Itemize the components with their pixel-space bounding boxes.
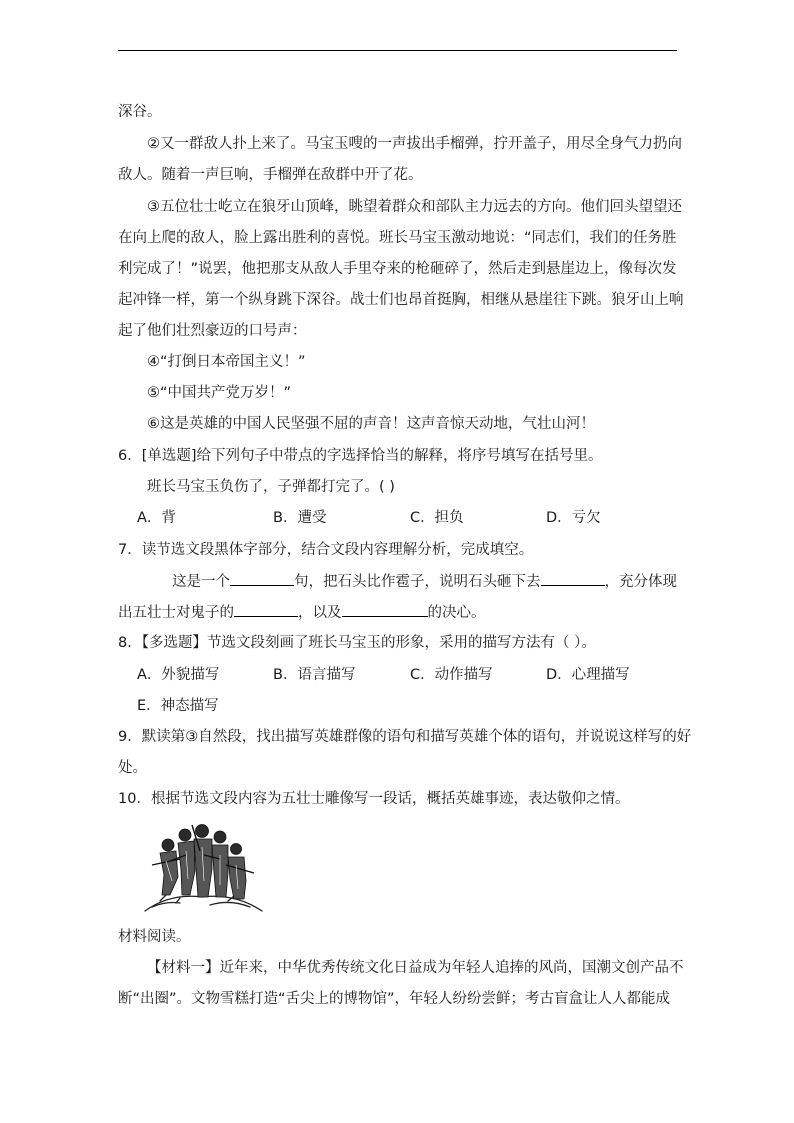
material-heading: 材料阅读。 [118,929,191,945]
slogan-line: ④“打倒日本帝国主义！” [147,354,306,370]
passage-line: 深谷。 [118,104,162,120]
question-9-stem: 9．默读第③自然段，找出描写英雄群像的语句和描写英雄个体的语句，并说说这样写的好 [118,729,692,745]
material-1-line: 断“出圈”。文物雪糕打造“舌尖上的博物馆”，年轻人纷纷尝鲜；考古盲盒让人人都能成 [118,991,671,1007]
question-8-stem: 8．【多选题】节选文段刻画了班长马宝玉的形象，采用的描写方法有（ ）。 [118,635,596,651]
q8-option-d: D．心理描写 [546,667,630,683]
passage-line: ②又一群敌人扑上来了。马宝玉嗖的一声拔出手榴弹，拧开盖子，用尽全身气力扔向 [147,136,682,152]
q8-option-c: C．动作描写 [410,667,493,683]
q6-option-c: C．担负 [410,510,464,526]
fill-blank [342,602,428,617]
q6-option-d: D．亏欠 [546,510,601,526]
passage-line: 起了他们壮烈豪迈的口号声： [118,323,307,339]
q8-option-b: B．语言描写 [273,667,356,683]
question-10-stem: 10．根据节选文段内容为五壮士雕像写一段话，概括英雄事迹，表达敬仰之情。 [118,791,630,807]
passage-line: ⑥这是英雄的中国人民坚强不屈的声音！这声音惊天动地，气壮山河！ [147,416,595,432]
passage-line: ③五位壮士屹立在狼牙山顶峰，眺望着群众和部队主力远去的方向。他们回头望望还 [147,199,682,215]
q6-option-b: B．遭受 [273,510,327,526]
material-1-line: 【材料一】近年来，中华优秀传统文化日益成为年轻人追捧的风尚，国潮文创产品不 [147,960,684,976]
q8-option-a: A．外貌描写 [137,667,220,683]
q8-option-e: E．神态描写 [137,698,219,714]
five-heroes-statue-illustration [140,815,265,915]
question-9-stem-cont: 处。 [118,760,147,776]
question-6-sentence: 班长马宝玉负伤了，子弹都打完了。( ) [147,479,395,495]
passage-line: 敌人。随着一声巨响，手榴弹在敌群中开了花。 [118,167,423,183]
fill-blank [230,571,294,586]
fill-blank [234,602,298,617]
slogan-line: ⑤“中国共产党万岁！” [147,385,292,401]
question-6-stem: 6．[单选题]给下列句子中带点的字选择恰当的解释，将序号填写在括号里。 [118,448,603,464]
q6-option-a: A．背 [137,510,176,526]
passage-line: 在向上爬的敌人，脸上露出胜利的喜悦。班长马宝玉激动地说：“同志们，我们的任务胜 [118,230,677,246]
header-rule [118,50,677,51]
passage-line: 利完成了！”说罢，他把那支从敌人手里夺来的枪砸碎了，然后走到悬崖边上，像每次发 [118,261,677,277]
question-7-fill-line-2: 出五壮士对鬼子的 ，以及 的决心。 [118,602,486,623]
passage-line: 起冲锋一样，第一个纵身跳下深谷。战士们也昂首挺胸，相继从悬崖往下跳。狼牙山上响 [118,292,684,308]
fill-blank [541,571,605,586]
question-7-fill-line-1: 这是一个 句，把石头比作雹子，说明石头砸下去 ，充分体现 [172,571,677,592]
question-7-stem: 7．读节选文段黑体字部分，结合文段内容理解分析，完成填空。 [118,542,534,558]
